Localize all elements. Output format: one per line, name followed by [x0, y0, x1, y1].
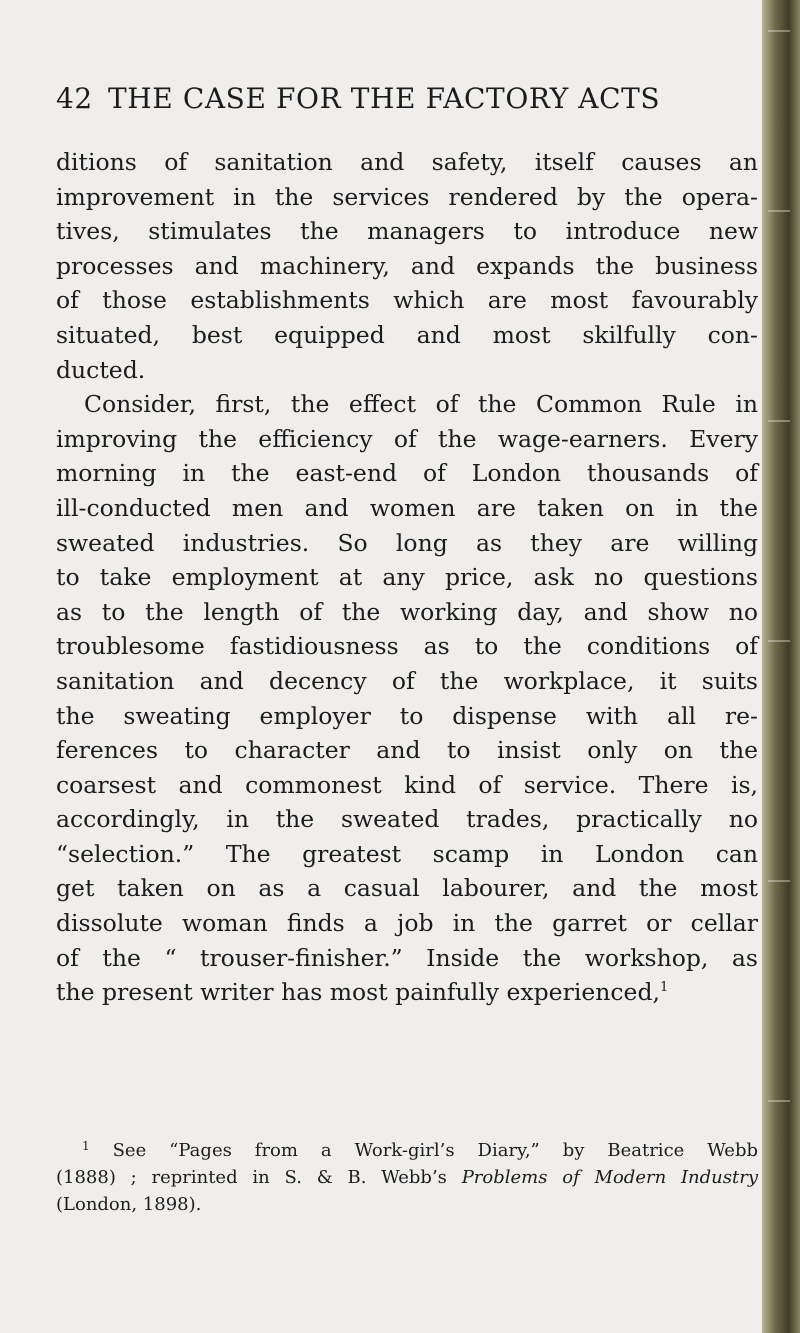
text-line: improvement in the services rendered by the opera-: [56, 182, 758, 211]
text-line: morning in the east-end of London thousands of: [56, 459, 758, 488]
text-line: the present writer has most painfully experienced,: [56, 978, 660, 1007]
edge-stripe: [768, 1100, 790, 1102]
edge-stripe: [768, 30, 790, 32]
footnote-text: (1888) ; reprinted in S. & B. Webb’s: [56, 1167, 462, 1188]
text-line: sanitation and decency of the workplace, it suits: [56, 666, 758, 695]
text-line: get taken on as a casual labourer, and the most: [56, 874, 758, 903]
footnote-text: See “Pages from a Work-girl’s Diary,” by Beatrice Webb: [112, 1140, 758, 1161]
footnote-marker: 1: [82, 1139, 90, 1153]
text-line: Consider, first, the effect of the Common Rule in: [84, 390, 758, 419]
footnote-book-title: Problems of Modern Industry: [461, 1167, 759, 1188]
text-line: ill-conducted men and women are taken on in the: [56, 493, 758, 522]
text-line: accordingly, in the sweated trades, practically no: [56, 805, 758, 834]
text-line: coarsest and commonest kind of service. There is,: [56, 770, 758, 799]
text-line-with-footnote-ref: [56, 975, 758, 1010]
footnote-reference[interactable]: 1: [659, 980, 669, 996]
text-line: situated, best equipped and most skilfully con-: [56, 320, 758, 349]
text-line: ducted.: [56, 355, 146, 384]
footnote: [56, 1137, 758, 1218]
text-line: of the “ trouser-finisher.” Inside the workshop, as: [56, 943, 758, 972]
text-line: sweated industries. So long as they are willing: [56, 528, 758, 557]
text-line: troublesome fastidiousness as to the conditions of: [56, 632, 758, 661]
text-line: as to the length of the working day, and show no: [56, 597, 758, 626]
page-number: 42: [56, 82, 93, 115]
footnote-line: (London, 1898).: [56, 1194, 202, 1215]
text-line: processes and machinery, and expands the business: [56, 251, 758, 280]
text-line: dissolute woman finds a job in the garret or cellar: [56, 909, 758, 938]
running-head: THE CASE FOR THE FACTORY ACTS: [108, 82, 661, 115]
text-line: tives, stimulates the managers to introduce new: [56, 217, 758, 246]
text-line: to take employment at any price, ask no questions: [56, 563, 758, 592]
footnote-line: [56, 1164, 758, 1191]
edge-stripe: [768, 420, 790, 422]
text-line: improving the efficiency of the wage-earners. Every: [56, 424, 758, 453]
edge-stripe: [768, 210, 790, 212]
text-line: the sweating employer to dispense with all re-: [56, 701, 758, 730]
page-header: [56, 82, 756, 122]
page-edge-binding: [762, 0, 800, 1333]
text-line: “selection.” The greatest scamp in London can: [56, 839, 758, 868]
body-text: [56, 145, 758, 1010]
text-line: ferences to character and to insist only on the: [56, 736, 758, 765]
text-line: ditions of sanitation and safety, itself causes an: [56, 148, 758, 176]
edge-stripe: [768, 880, 790, 882]
footnote-line: [56, 1137, 758, 1164]
edge-stripe: [768, 640, 790, 642]
text-line: of those establishments which are most favourably: [56, 286, 758, 315]
